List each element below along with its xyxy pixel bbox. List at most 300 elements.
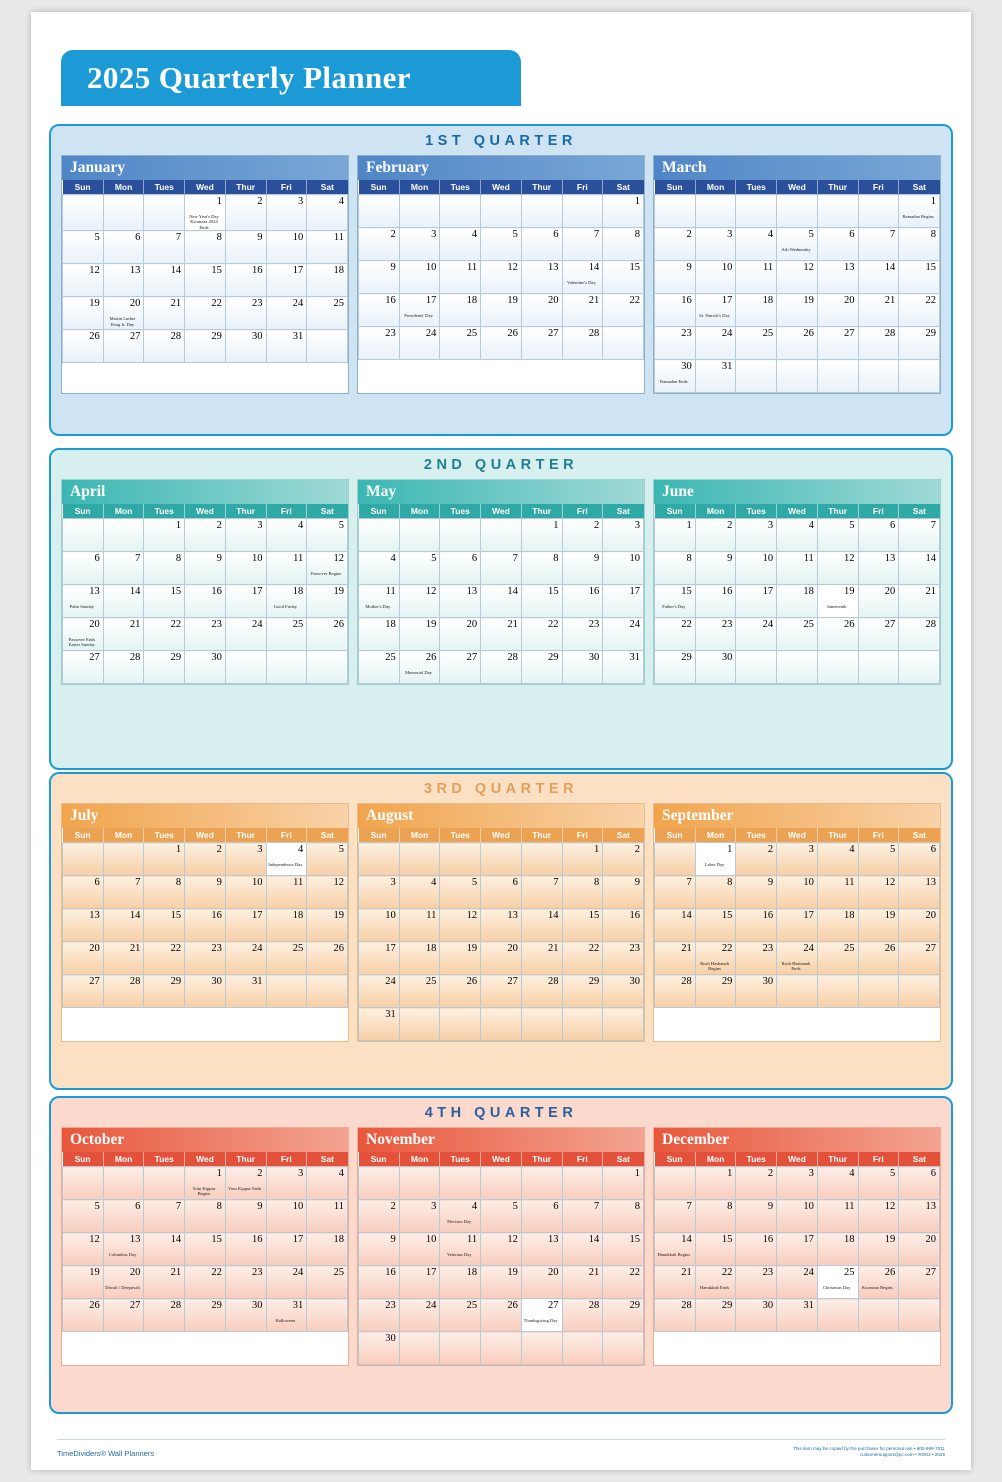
day-cell[interactable] bbox=[144, 1233, 185, 1266]
day-cell[interactable] bbox=[858, 876, 899, 909]
day-cell[interactable] bbox=[858, 552, 899, 585]
day-cell[interactable] bbox=[562, 843, 603, 876]
day-cell[interactable] bbox=[858, 942, 899, 975]
day-cell[interactable] bbox=[266, 552, 307, 585]
day-cell[interactable] bbox=[858, 294, 899, 327]
day-cell[interactable] bbox=[899, 618, 940, 651]
day-cell[interactable] bbox=[562, 1200, 603, 1233]
day-cell[interactable] bbox=[440, 651, 481, 684]
day-cell[interactable] bbox=[63, 975, 104, 1008]
day-cell[interactable] bbox=[777, 1233, 818, 1266]
day-cell[interactable] bbox=[225, 1233, 266, 1266]
day-cell[interactable] bbox=[266, 585, 307, 618]
day-cell[interactable] bbox=[225, 297, 266, 330]
day-cell[interactable] bbox=[655, 552, 696, 585]
day-cell[interactable] bbox=[521, 618, 562, 651]
day-cell[interactable] bbox=[307, 909, 348, 942]
day-cell[interactable] bbox=[521, 294, 562, 327]
day-cell[interactable] bbox=[695, 651, 736, 684]
day-cell[interactable] bbox=[899, 552, 940, 585]
day-cell[interactable] bbox=[481, 975, 522, 1008]
day-cell[interactable] bbox=[817, 942, 858, 975]
day-cell[interactable] bbox=[736, 618, 777, 651]
day-cell[interactable] bbox=[858, 909, 899, 942]
day-cell[interactable] bbox=[307, 585, 348, 618]
day-cell[interactable] bbox=[225, 1299, 266, 1332]
day-cell[interactable] bbox=[817, 519, 858, 552]
day-cell[interactable] bbox=[399, 975, 440, 1008]
day-cell[interactable] bbox=[63, 876, 104, 909]
day-cell[interactable] bbox=[359, 1299, 400, 1332]
day-cell[interactable] bbox=[359, 909, 400, 942]
day-cell[interactable] bbox=[603, 195, 644, 228]
day-cell[interactable] bbox=[359, 942, 400, 975]
day-cell[interactable] bbox=[655, 975, 696, 1008]
day-cell[interactable] bbox=[481, 651, 522, 684]
day-cell[interactable] bbox=[562, 519, 603, 552]
day-cell[interactable] bbox=[266, 1266, 307, 1299]
day-cell[interactable] bbox=[562, 651, 603, 684]
day-cell[interactable] bbox=[225, 1167, 266, 1200]
day-cell[interactable] bbox=[144, 585, 185, 618]
day-cell[interactable] bbox=[266, 195, 307, 231]
day-cell[interactable] bbox=[521, 942, 562, 975]
day-cell[interactable] bbox=[899, 909, 940, 942]
day-cell[interactable] bbox=[481, 1233, 522, 1266]
day-cell[interactable] bbox=[399, 585, 440, 618]
day-cell[interactable] bbox=[736, 975, 777, 1008]
day-cell[interactable] bbox=[103, 1299, 144, 1332]
day-cell[interactable] bbox=[736, 519, 777, 552]
day-cell[interactable] bbox=[63, 1233, 104, 1266]
day-cell[interactable] bbox=[185, 1299, 226, 1332]
day-cell[interactable] bbox=[225, 1266, 266, 1299]
day-cell[interactable] bbox=[103, 264, 144, 297]
day-cell[interactable] bbox=[603, 1266, 644, 1299]
day-cell[interactable] bbox=[603, 552, 644, 585]
day-cell[interactable] bbox=[144, 843, 185, 876]
day-cell[interactable] bbox=[185, 519, 226, 552]
day-cell[interactable] bbox=[603, 942, 644, 975]
day-cell[interactable] bbox=[521, 1299, 562, 1332]
day-cell[interactable] bbox=[736, 228, 777, 261]
day-cell[interactable] bbox=[858, 618, 899, 651]
day-cell[interactable] bbox=[603, 909, 644, 942]
day-cell[interactable] bbox=[359, 1200, 400, 1233]
day-cell[interactable] bbox=[225, 909, 266, 942]
day-cell[interactable] bbox=[858, 519, 899, 552]
day-cell[interactable] bbox=[63, 1266, 104, 1299]
day-cell[interactable] bbox=[185, 1167, 226, 1200]
day-cell[interactable] bbox=[399, 651, 440, 684]
day-cell[interactable] bbox=[359, 876, 400, 909]
day-cell[interactable] bbox=[185, 942, 226, 975]
day-cell[interactable] bbox=[266, 1299, 307, 1332]
day-cell[interactable] bbox=[695, 843, 736, 876]
day-cell[interactable] bbox=[440, 327, 481, 360]
day-cell[interactable] bbox=[655, 1266, 696, 1299]
day-cell[interactable] bbox=[736, 327, 777, 360]
day-cell[interactable] bbox=[307, 297, 348, 330]
day-cell[interactable] bbox=[603, 843, 644, 876]
day-cell[interactable] bbox=[603, 228, 644, 261]
day-cell[interactable] bbox=[521, 975, 562, 1008]
day-cell[interactable] bbox=[736, 843, 777, 876]
day-cell[interactable] bbox=[225, 231, 266, 264]
day-cell[interactable] bbox=[185, 1233, 226, 1266]
day-cell[interactable] bbox=[399, 1233, 440, 1266]
day-cell[interactable] bbox=[736, 1266, 777, 1299]
day-cell[interactable] bbox=[817, 1200, 858, 1233]
day-cell[interactable] bbox=[899, 876, 940, 909]
day-cell[interactable] bbox=[307, 552, 348, 585]
day-cell[interactable] bbox=[185, 1200, 226, 1233]
day-cell[interactable] bbox=[225, 519, 266, 552]
day-cell[interactable] bbox=[266, 618, 307, 651]
day-cell[interactable] bbox=[63, 1200, 104, 1233]
day-cell[interactable] bbox=[736, 294, 777, 327]
day-cell[interactable] bbox=[562, 228, 603, 261]
day-cell[interactable] bbox=[225, 330, 266, 363]
day-cell[interactable] bbox=[440, 552, 481, 585]
day-cell[interactable] bbox=[521, 585, 562, 618]
day-cell[interactable] bbox=[144, 1200, 185, 1233]
day-cell[interactable] bbox=[266, 297, 307, 330]
day-cell[interactable] bbox=[440, 228, 481, 261]
day-cell[interactable] bbox=[399, 552, 440, 585]
day-cell[interactable] bbox=[144, 1266, 185, 1299]
day-cell[interactable] bbox=[521, 876, 562, 909]
day-cell[interactable] bbox=[695, 975, 736, 1008]
day-cell[interactable] bbox=[440, 876, 481, 909]
day-cell[interactable] bbox=[103, 297, 144, 330]
day-cell[interactable] bbox=[695, 1266, 736, 1299]
day-cell[interactable] bbox=[103, 618, 144, 651]
day-cell[interactable] bbox=[655, 1299, 696, 1332]
day-cell[interactable] bbox=[399, 1299, 440, 1332]
day-cell[interactable] bbox=[777, 228, 818, 261]
day-cell[interactable] bbox=[521, 1266, 562, 1299]
day-cell[interactable] bbox=[185, 909, 226, 942]
day-cell[interactable] bbox=[777, 942, 818, 975]
day-cell[interactable] bbox=[695, 942, 736, 975]
day-cell[interactable] bbox=[185, 330, 226, 363]
day-cell[interactable] bbox=[307, 876, 348, 909]
day-cell[interactable] bbox=[817, 585, 858, 618]
day-cell[interactable] bbox=[899, 1167, 940, 1200]
day-cell[interactable] bbox=[603, 1167, 644, 1200]
day-cell[interactable] bbox=[858, 327, 899, 360]
day-cell[interactable] bbox=[144, 264, 185, 297]
day-cell[interactable] bbox=[307, 519, 348, 552]
day-cell[interactable] bbox=[899, 261, 940, 294]
day-cell[interactable] bbox=[562, 975, 603, 1008]
day-cell[interactable] bbox=[359, 1266, 400, 1299]
day-cell[interactable] bbox=[655, 909, 696, 942]
day-cell[interactable] bbox=[562, 942, 603, 975]
day-cell[interactable] bbox=[399, 618, 440, 651]
day-cell[interactable] bbox=[521, 1233, 562, 1266]
day-cell[interactable] bbox=[603, 585, 644, 618]
day-cell[interactable] bbox=[399, 909, 440, 942]
day-cell[interactable] bbox=[144, 231, 185, 264]
day-cell[interactable] bbox=[562, 909, 603, 942]
day-cell[interactable] bbox=[359, 552, 400, 585]
day-cell[interactable] bbox=[777, 552, 818, 585]
day-cell[interactable] bbox=[185, 552, 226, 585]
day-cell[interactable] bbox=[899, 1233, 940, 1266]
day-cell[interactable] bbox=[185, 843, 226, 876]
day-cell[interactable] bbox=[185, 618, 226, 651]
day-cell[interactable] bbox=[899, 327, 940, 360]
day-cell[interactable] bbox=[103, 909, 144, 942]
day-cell[interactable] bbox=[481, 618, 522, 651]
day-cell[interactable] bbox=[103, 942, 144, 975]
day-cell[interactable] bbox=[144, 909, 185, 942]
day-cell[interactable] bbox=[144, 876, 185, 909]
day-cell[interactable] bbox=[307, 1167, 348, 1200]
day-cell[interactable] bbox=[655, 228, 696, 261]
day-cell[interactable] bbox=[185, 231, 226, 264]
day-cell[interactable] bbox=[359, 228, 400, 261]
day-cell[interactable] bbox=[655, 360, 696, 393]
day-cell[interactable] bbox=[603, 651, 644, 684]
day-cell[interactable] bbox=[695, 909, 736, 942]
day-cell[interactable] bbox=[266, 330, 307, 363]
day-cell[interactable] bbox=[777, 876, 818, 909]
day-cell[interactable] bbox=[817, 327, 858, 360]
day-cell[interactable] bbox=[307, 231, 348, 264]
day-cell[interactable] bbox=[266, 942, 307, 975]
day-cell[interactable] bbox=[695, 585, 736, 618]
day-cell[interactable] bbox=[307, 843, 348, 876]
day-cell[interactable] bbox=[777, 261, 818, 294]
day-cell[interactable] bbox=[225, 1200, 266, 1233]
day-cell[interactable] bbox=[695, 519, 736, 552]
day-cell[interactable] bbox=[359, 1233, 400, 1266]
day-cell[interactable] bbox=[359, 618, 400, 651]
day-cell[interactable] bbox=[562, 618, 603, 651]
day-cell[interactable] bbox=[103, 552, 144, 585]
day-cell[interactable] bbox=[562, 585, 603, 618]
day-cell[interactable] bbox=[695, 327, 736, 360]
day-cell[interactable] bbox=[858, 1233, 899, 1266]
day-cell[interactable] bbox=[103, 876, 144, 909]
day-cell[interactable] bbox=[655, 519, 696, 552]
day-cell[interactable] bbox=[858, 585, 899, 618]
day-cell[interactable] bbox=[899, 843, 940, 876]
day-cell[interactable] bbox=[562, 876, 603, 909]
day-cell[interactable] bbox=[266, 1200, 307, 1233]
day-cell[interactable] bbox=[736, 1200, 777, 1233]
day-cell[interactable] bbox=[695, 552, 736, 585]
day-cell[interactable] bbox=[655, 876, 696, 909]
day-cell[interactable] bbox=[63, 330, 104, 363]
day-cell[interactable] bbox=[185, 195, 226, 231]
day-cell[interactable] bbox=[225, 843, 266, 876]
day-cell[interactable] bbox=[521, 261, 562, 294]
day-cell[interactable] bbox=[481, 294, 522, 327]
day-cell[interactable] bbox=[440, 261, 481, 294]
day-cell[interactable] bbox=[655, 1233, 696, 1266]
day-cell[interactable] bbox=[103, 1200, 144, 1233]
day-cell[interactable] bbox=[266, 1233, 307, 1266]
day-cell[interactable] bbox=[440, 942, 481, 975]
day-cell[interactable] bbox=[562, 1299, 603, 1332]
day-cell[interactable] bbox=[521, 1200, 562, 1233]
day-cell[interactable] bbox=[63, 942, 104, 975]
day-cell[interactable] bbox=[399, 228, 440, 261]
day-cell[interactable] bbox=[899, 585, 940, 618]
day-cell[interactable] bbox=[225, 585, 266, 618]
day-cell[interactable] bbox=[777, 327, 818, 360]
day-cell[interactable] bbox=[817, 843, 858, 876]
day-cell[interactable] bbox=[266, 231, 307, 264]
day-cell[interactable] bbox=[562, 552, 603, 585]
day-cell[interactable] bbox=[521, 519, 562, 552]
day-cell[interactable] bbox=[899, 1200, 940, 1233]
day-cell[interactable] bbox=[399, 1200, 440, 1233]
day-cell[interactable] bbox=[359, 294, 400, 327]
day-cell[interactable] bbox=[695, 360, 736, 393]
day-cell[interactable] bbox=[899, 942, 940, 975]
day-cell[interactable] bbox=[777, 519, 818, 552]
day-cell[interactable] bbox=[440, 975, 481, 1008]
day-cell[interactable] bbox=[359, 651, 400, 684]
day-cell[interactable] bbox=[307, 1200, 348, 1233]
day-cell[interactable] bbox=[481, 261, 522, 294]
day-cell[interactable] bbox=[858, 261, 899, 294]
day-cell[interactable] bbox=[63, 909, 104, 942]
day-cell[interactable] bbox=[899, 228, 940, 261]
day-cell[interactable] bbox=[63, 1299, 104, 1332]
day-cell[interactable] bbox=[225, 552, 266, 585]
day-cell[interactable] bbox=[440, 1200, 481, 1233]
day-cell[interactable] bbox=[225, 264, 266, 297]
day-cell[interactable] bbox=[817, 1233, 858, 1266]
day-cell[interactable] bbox=[858, 1200, 899, 1233]
day-cell[interactable] bbox=[103, 231, 144, 264]
day-cell[interactable] bbox=[562, 1233, 603, 1266]
day-cell[interactable] bbox=[777, 618, 818, 651]
day-cell[interactable] bbox=[736, 552, 777, 585]
day-cell[interactable] bbox=[899, 294, 940, 327]
day-cell[interactable] bbox=[736, 1233, 777, 1266]
day-cell[interactable] bbox=[307, 264, 348, 297]
day-cell[interactable] bbox=[185, 975, 226, 1008]
day-cell[interactable] bbox=[481, 228, 522, 261]
day-cell[interactable] bbox=[695, 294, 736, 327]
day-cell[interactable] bbox=[777, 909, 818, 942]
day-cell[interactable] bbox=[655, 1200, 696, 1233]
day-cell[interactable] bbox=[817, 876, 858, 909]
day-cell[interactable] bbox=[777, 294, 818, 327]
day-cell[interactable] bbox=[899, 519, 940, 552]
day-cell[interactable] bbox=[399, 261, 440, 294]
day-cell[interactable] bbox=[63, 231, 104, 264]
day-cell[interactable] bbox=[63, 651, 104, 684]
day-cell[interactable] bbox=[266, 519, 307, 552]
day-cell[interactable] bbox=[359, 1332, 400, 1365]
day-cell[interactable] bbox=[440, 1299, 481, 1332]
day-cell[interactable] bbox=[144, 975, 185, 1008]
day-cell[interactable] bbox=[185, 876, 226, 909]
day-cell[interactable] bbox=[736, 1167, 777, 1200]
day-cell[interactable] bbox=[144, 519, 185, 552]
day-cell[interactable] bbox=[899, 1266, 940, 1299]
day-cell[interactable] bbox=[307, 618, 348, 651]
day-cell[interactable] bbox=[307, 195, 348, 231]
day-cell[interactable] bbox=[603, 261, 644, 294]
day-cell[interactable] bbox=[63, 618, 104, 651]
day-cell[interactable] bbox=[521, 228, 562, 261]
day-cell[interactable] bbox=[225, 876, 266, 909]
day-cell[interactable] bbox=[399, 942, 440, 975]
day-cell[interactable] bbox=[858, 843, 899, 876]
day-cell[interactable] bbox=[603, 294, 644, 327]
day-cell[interactable] bbox=[103, 1233, 144, 1266]
day-cell[interactable] bbox=[103, 330, 144, 363]
day-cell[interactable] bbox=[521, 552, 562, 585]
day-cell[interactable] bbox=[481, 909, 522, 942]
day-cell[interactable] bbox=[817, 261, 858, 294]
day-cell[interactable] bbox=[144, 297, 185, 330]
day-cell[interactable] bbox=[440, 1233, 481, 1266]
day-cell[interactable] bbox=[481, 1266, 522, 1299]
day-cell[interactable] bbox=[144, 330, 185, 363]
day-cell[interactable] bbox=[185, 264, 226, 297]
day-cell[interactable] bbox=[266, 1167, 307, 1200]
day-cell[interactable] bbox=[185, 297, 226, 330]
day-cell[interactable] bbox=[440, 618, 481, 651]
day-cell[interactable] bbox=[817, 618, 858, 651]
day-cell[interactable] bbox=[185, 651, 226, 684]
day-cell[interactable] bbox=[440, 909, 481, 942]
day-cell[interactable] bbox=[603, 1299, 644, 1332]
day-cell[interactable] bbox=[736, 585, 777, 618]
day-cell[interactable] bbox=[359, 327, 400, 360]
day-cell[interactable] bbox=[655, 942, 696, 975]
day-cell[interactable] bbox=[736, 942, 777, 975]
day-cell[interactable] bbox=[307, 1233, 348, 1266]
day-cell[interactable] bbox=[817, 294, 858, 327]
day-cell[interactable] bbox=[858, 228, 899, 261]
day-cell[interactable] bbox=[562, 1266, 603, 1299]
day-cell[interactable] bbox=[359, 585, 400, 618]
day-cell[interactable] bbox=[521, 909, 562, 942]
day-cell[interactable] bbox=[695, 876, 736, 909]
day-cell[interactable] bbox=[63, 297, 104, 330]
day-cell[interactable] bbox=[655, 651, 696, 684]
day-cell[interactable] bbox=[359, 261, 400, 294]
day-cell[interactable] bbox=[225, 942, 266, 975]
day-cell[interactable] bbox=[307, 942, 348, 975]
day-cell[interactable] bbox=[562, 294, 603, 327]
day-cell[interactable] bbox=[603, 975, 644, 1008]
day-cell[interactable] bbox=[307, 1266, 348, 1299]
day-cell[interactable] bbox=[736, 1299, 777, 1332]
day-cell[interactable] bbox=[225, 975, 266, 1008]
day-cell[interactable] bbox=[817, 1167, 858, 1200]
day-cell[interactable] bbox=[695, 228, 736, 261]
day-cell[interactable] bbox=[481, 552, 522, 585]
day-cell[interactable] bbox=[603, 1200, 644, 1233]
day-cell[interactable] bbox=[440, 1266, 481, 1299]
day-cell[interactable] bbox=[481, 942, 522, 975]
day-cell[interactable] bbox=[655, 261, 696, 294]
day-cell[interactable] bbox=[695, 261, 736, 294]
day-cell[interactable] bbox=[736, 261, 777, 294]
